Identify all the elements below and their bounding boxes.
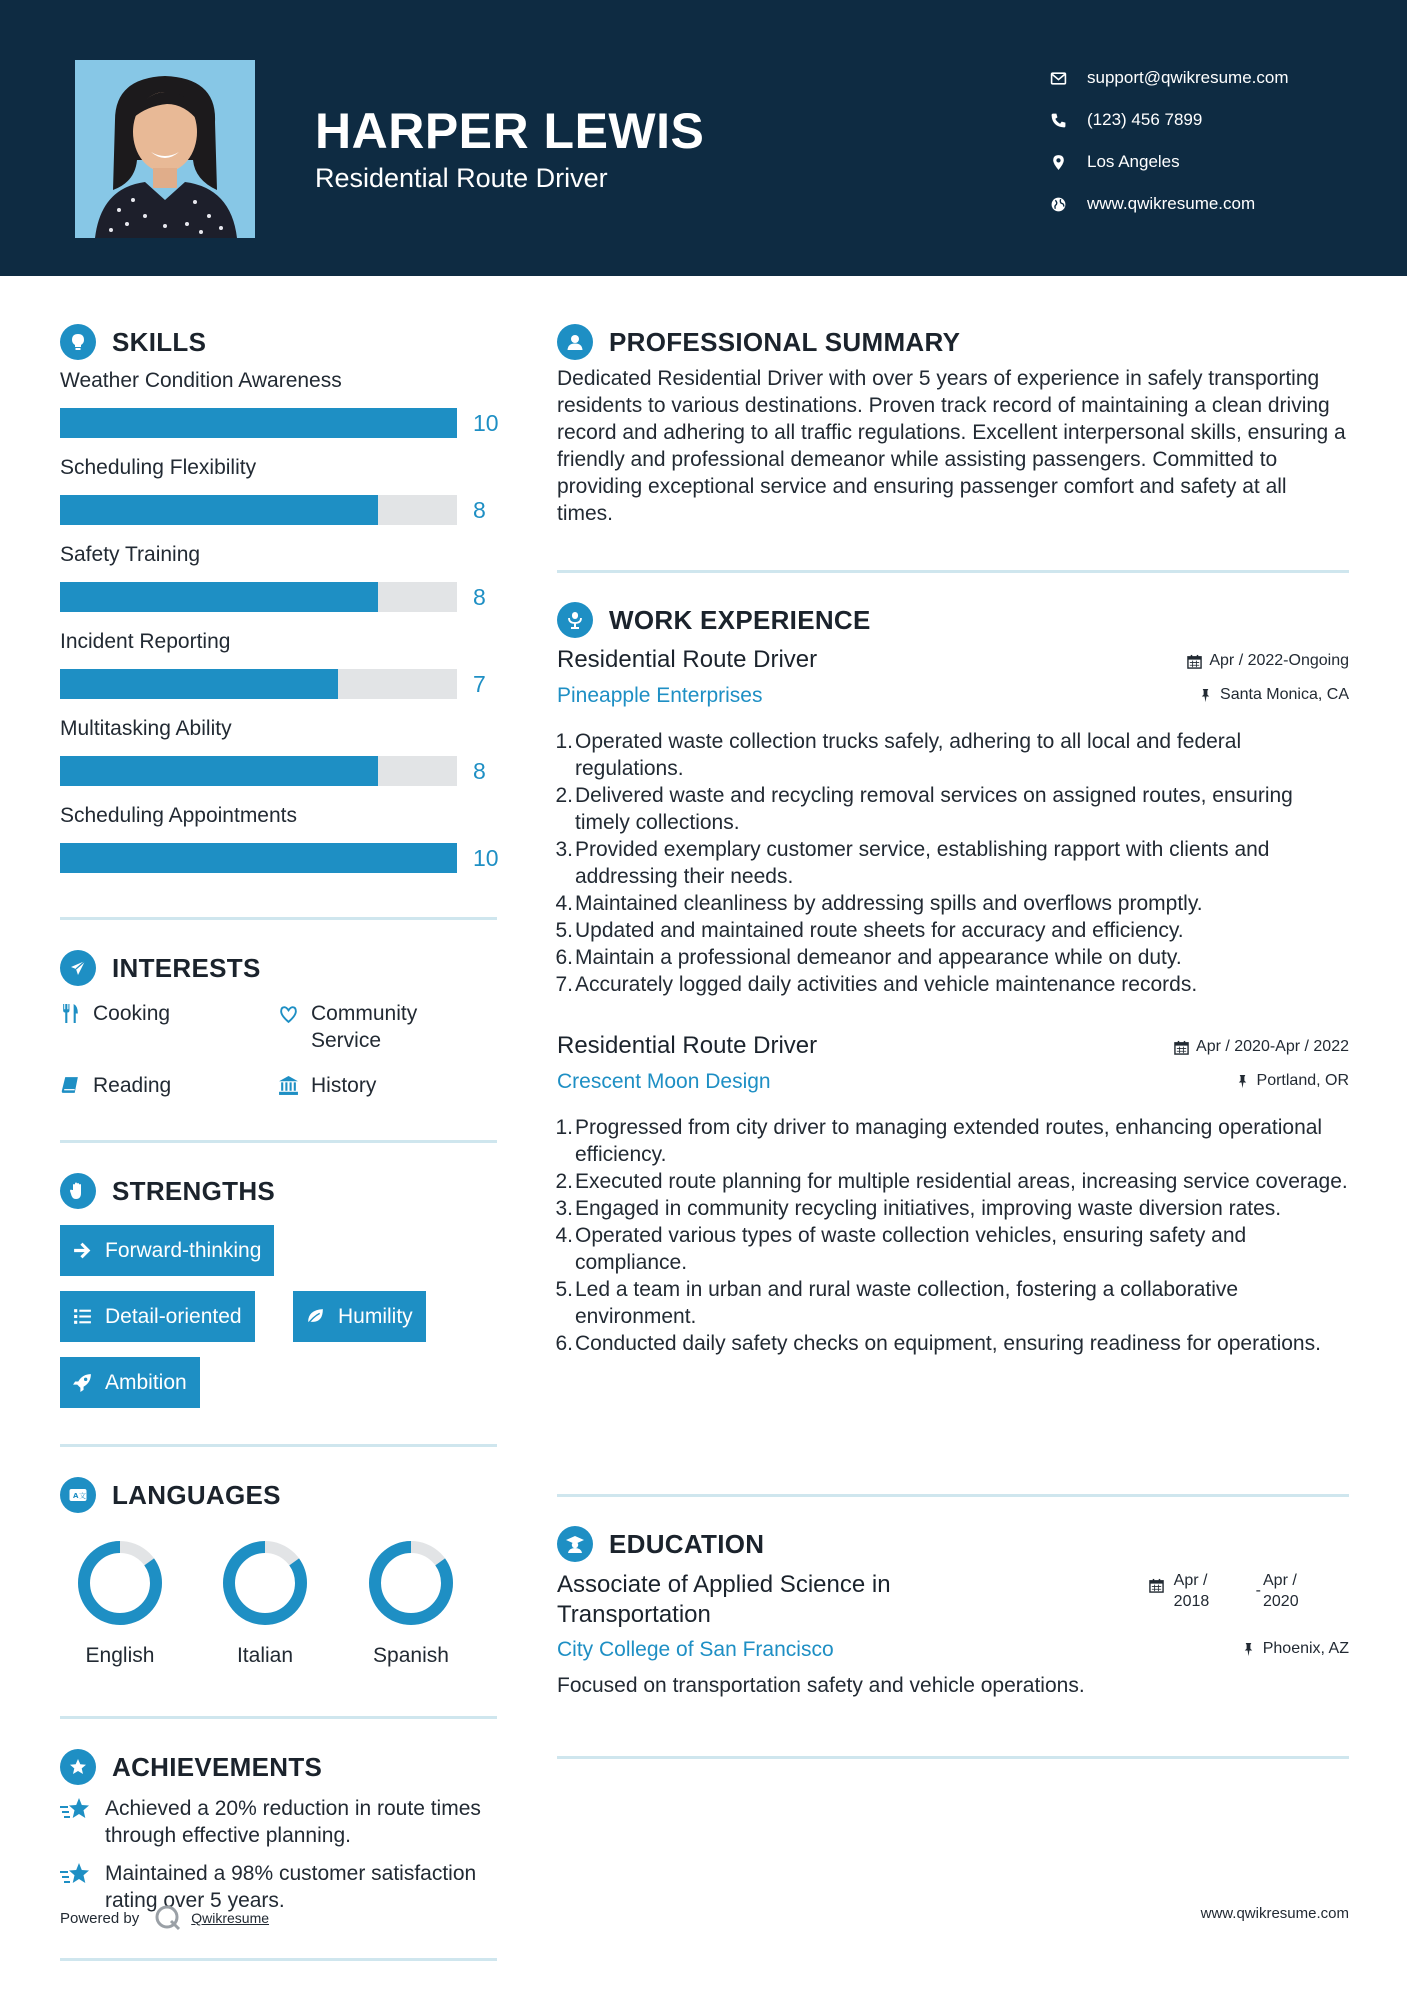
interests-section bbox=[60, 948, 500, 1130]
contact-website[interactable] bbox=[1050, 183, 1289, 225]
lightbulb-icon bbox=[60, 324, 96, 360]
interest-label: Reading bbox=[93, 1074, 172, 1097]
education-title: EDUCATION bbox=[609, 1528, 765, 1559]
skill-bar-track bbox=[60, 669, 457, 699]
language-proficiency-ring bbox=[219, 1537, 311, 1629]
job-bullet: 3. Provided exemplary customer service, establishing rapport with clients and addressing their needs. bbox=[555, 838, 1270, 888]
strength-label: Ambition bbox=[105, 1370, 187, 1394]
divider bbox=[60, 1444, 497, 1447]
interest-label: History bbox=[311, 1074, 377, 1097]
job-bullet: 4. Maintained cleanliness by addressing spills and overflows promptly. bbox=[555, 892, 1203, 915]
star-icon bbox=[60, 1797, 92, 1823]
divider bbox=[60, 917, 497, 920]
museum-icon bbox=[278, 1075, 299, 1096]
skill-item bbox=[60, 451, 500, 538]
book-icon bbox=[60, 1075, 81, 1096]
job-bullet-text: Progressed from city driver to managing extended routes, enhancing operational efficiency. bbox=[575, 1116, 1323, 1166]
contact-email-text: support@qwikresume.com bbox=[1087, 68, 1289, 87]
footer-url[interactable]: www.qwikresume.com bbox=[1200, 1905, 1349, 1922]
strengths-section bbox=[60, 1171, 500, 1411]
interest-item bbox=[278, 1072, 376, 1099]
divider bbox=[60, 1716, 497, 1719]
job-entry bbox=[557, 1032, 1349, 1357]
skill-bar-fill bbox=[60, 408, 457, 438]
pin-icon bbox=[1235, 1074, 1250, 1089]
job-bullet: 3. Engaged in community recycling initiatives, improving waste diversion rates. bbox=[555, 1197, 1282, 1220]
skill-value: 7 bbox=[473, 671, 486, 697]
strength-tag bbox=[60, 1357, 200, 1408]
star-icon bbox=[60, 1862, 92, 1888]
skill-item bbox=[60, 625, 500, 712]
job-bullet-text: Executed route planning for multiple residential areas, increasing service coverage. bbox=[575, 1170, 1348, 1193]
skill-name: Scheduling Flexibility bbox=[60, 456, 257, 479]
job-bullet-text: Maintain a professional demeanor and appearance while on duty. bbox=[575, 946, 1182, 969]
calendar-icon bbox=[1174, 1040, 1189, 1055]
job-location bbox=[1198, 686, 1349, 704]
user-icon bbox=[557, 324, 593, 360]
job-bullet: 4. Operated various types of waste collection vehicles, ensuring safety and compliance. bbox=[555, 1224, 1247, 1274]
strength-tag bbox=[293, 1291, 426, 1342]
powered-by bbox=[60, 1903, 269, 1933]
language-item bbox=[55, 1537, 185, 1668]
company-name[interactable]: Pineapple Enterprises bbox=[557, 684, 763, 707]
pin-icon bbox=[1241, 1642, 1256, 1657]
interest-item bbox=[278, 1000, 458, 1054]
svg-text:A: A bbox=[73, 1492, 79, 1500]
skill-value: 10 bbox=[473, 845, 499, 871]
languages-section bbox=[60, 1475, 500, 1675]
skill-value: 8 bbox=[473, 758, 486, 784]
briefcase-icon bbox=[557, 602, 593, 638]
divider bbox=[557, 1494, 1349, 1497]
skill-bar-track bbox=[60, 408, 457, 438]
profile-photo bbox=[75, 60, 255, 238]
skill-name: Scheduling Appointments bbox=[60, 804, 297, 827]
skill-bar-track bbox=[60, 843, 457, 873]
rocket-icon bbox=[72, 1372, 93, 1393]
achievement-text: Achieved a 20% reduction in route times through effective planning. bbox=[105, 1797, 481, 1847]
skill-item bbox=[60, 538, 500, 625]
job-location-text: Portland, OR bbox=[1256, 1072, 1349, 1089]
divider bbox=[60, 1140, 497, 1143]
experience-section bbox=[557, 600, 1349, 1357]
language-name: Italian bbox=[236, 1644, 294, 1667]
interest-label: Community Service bbox=[311, 1002, 418, 1052]
job-bullet: 2. Executed route planning for multiple residential areas, increasing service coverage. bbox=[555, 1170, 1348, 1193]
skill-bar-track bbox=[60, 495, 457, 525]
strengths-title: STRENGTHS bbox=[112, 1175, 276, 1206]
contact-location-text: Los Angeles bbox=[1087, 152, 1180, 171]
skill-value: 10 bbox=[473, 410, 499, 436]
job-title: Residential Route Driver bbox=[557, 1032, 818, 1059]
candidate-name: HARPER LEWIS bbox=[315, 103, 705, 159]
achievements-title: ACHIEVEMENTS bbox=[112, 1751, 323, 1782]
hand-icon bbox=[60, 1173, 96, 1209]
phone-icon bbox=[1050, 112, 1067, 129]
experience-title: WORK EXPERIENCE bbox=[609, 604, 871, 635]
job-bullet: 2. Delivered waste and recycling removal services on assigned routes, ensuring timely collections. bbox=[555, 784, 1293, 834]
powered-by-text: Powered by bbox=[60, 1909, 140, 1927]
company-name[interactable]: Crescent Moon Design bbox=[557, 1070, 771, 1093]
education-location bbox=[1241, 1640, 1349, 1658]
skill-value: 8 bbox=[473, 584, 486, 610]
contact-email[interactable] bbox=[1050, 57, 1289, 99]
contact-phone[interactable] bbox=[1050, 99, 1289, 141]
strength-tag bbox=[60, 1291, 255, 1342]
list-icon bbox=[72, 1306, 93, 1327]
calendar-icon bbox=[1187, 654, 1202, 669]
skill-bar-fill bbox=[60, 843, 457, 873]
leaf-icon bbox=[305, 1306, 326, 1327]
skill-name: Multitasking Ability bbox=[60, 717, 232, 740]
interest-label: Cooking bbox=[93, 1002, 171, 1025]
job-bullet-text: Updated and maintained route sheets for accuracy and efficiency. bbox=[575, 919, 1184, 942]
skill-item bbox=[60, 799, 500, 886]
job-bullets bbox=[557, 1114, 1349, 1357]
job-bullet: 7. Accurately logged daily activities and vehicle maintenance records. bbox=[555, 973, 1198, 996]
skill-bar-fill bbox=[60, 669, 338, 699]
candidate-title: Residential Route Driver bbox=[315, 163, 608, 193]
contact-list bbox=[1050, 57, 1289, 225]
skill-item bbox=[60, 364, 500, 451]
star-badge-icon bbox=[60, 1749, 96, 1785]
school-name[interactable]: City College of San Francisco bbox=[557, 1638, 834, 1661]
education-location-text: Phoenix, AZ bbox=[1262, 1640, 1349, 1657]
job-location-text: Santa Monica, CA bbox=[1220, 686, 1349, 703]
education-description: Focused on transportation safety and vehicle operations. bbox=[557, 1674, 1085, 1697]
job-bullet: 5. Updated and maintained route sheets for accuracy and efficiency. bbox=[555, 919, 1184, 942]
job-bullet-text: Accurately logged daily activities and vehicle maintenance records. bbox=[575, 973, 1198, 996]
job-dates bbox=[1174, 1038, 1349, 1056]
contact-website-text: www.qwikresume.com bbox=[1087, 194, 1256, 213]
strength-label: Forward-thinking bbox=[105, 1238, 262, 1262]
skill-name: Incident Reporting bbox=[60, 630, 231, 653]
education-dates bbox=[1149, 1570, 1307, 1612]
language-proficiency-ring bbox=[74, 1537, 166, 1629]
achievement-item bbox=[60, 1795, 500, 1849]
language-name: English bbox=[85, 1644, 155, 1667]
skills-section bbox=[60, 322, 500, 886]
strength-label: Detail-oriented bbox=[105, 1304, 242, 1328]
job-dates bbox=[1187, 652, 1349, 670]
job-bullet: 1. Operated waste collection trucks safely, adhering to all local and federal regulations. bbox=[555, 730, 1242, 780]
divider bbox=[60, 1958, 497, 1961]
summary-section bbox=[557, 322, 1347, 527]
interests-list bbox=[60, 1000, 500, 1130]
skill-name: Safety Training bbox=[60, 543, 201, 566]
utensils-icon bbox=[60, 1003, 81, 1024]
qwikresume-logo-icon bbox=[153, 1903, 183, 1933]
job-bullet-text: Operated various types of waste collection vehicles, ensuring safety and compliance. bbox=[575, 1224, 1247, 1274]
paper-plane-icon bbox=[60, 950, 96, 986]
job-title: Residential Route Driver bbox=[557, 646, 818, 673]
job-dates-text: Apr / 2022-Ongoing bbox=[1209, 652, 1349, 669]
achievement-text: Maintained a 98% customer satisfaction rating over 5 years. bbox=[105, 1862, 477, 1912]
job-bullet-text: Engaged in community recycling initiatives, improving waste diversion rates. bbox=[575, 1197, 1282, 1220]
divider bbox=[557, 570, 1349, 573]
language-icon bbox=[60, 1477, 96, 1513]
location-icon bbox=[1050, 154, 1067, 171]
language-proficiency-ring bbox=[365, 1537, 457, 1629]
interest-item bbox=[60, 1000, 170, 1027]
job-bullet-text: Maintained cleanliness by addressing spills and overflows promptly. bbox=[575, 892, 1203, 915]
degree-title: Associate of Applied Science in Transportation bbox=[557, 1571, 891, 1628]
job-bullet-text: Provided exemplary customer service, establishing rapport with clients and addressing their needs. bbox=[575, 838, 1270, 888]
strength-tag bbox=[60, 1225, 274, 1276]
job-bullet: 6. Maintain a professional demeanor and appearance while on duty. bbox=[555, 946, 1182, 969]
summary-text: Dedicated Residential Driver with over 5 years of experience in safely transporting residents to various destinations. Proven track record of maintaining a clean driving record and adhering to all traffic regulations. Excellent interpersonal skills, ensuring a friendly and professional demeanor while assisting passengers. Committed to providing exceptional service and ensuring passenger comfort and safety at all times. bbox=[557, 367, 1346, 525]
job-bullet-text: Conducted daily safety checks on equipment, ensuring readiness for operations. bbox=[575, 1332, 1321, 1355]
calendar-icon bbox=[1149, 1578, 1164, 1593]
brand-link[interactable]: Qwikresume bbox=[191, 1910, 270, 1926]
job-bullet: 1. Progressed from city driver to managing extended routes, enhancing operational efficiency. bbox=[555, 1116, 1323, 1166]
resume-header bbox=[0, 0, 1407, 276]
graduate-icon bbox=[557, 1526, 593, 1562]
hand-heart-icon bbox=[278, 1003, 299, 1024]
job-dates-text: Apr / 2020-Apr / 2022 bbox=[1196, 1038, 1349, 1055]
skill-bar-fill bbox=[60, 756, 378, 786]
svg-text:文: 文 bbox=[79, 1492, 86, 1500]
language-name: Spanish bbox=[373, 1644, 449, 1667]
contact-location bbox=[1050, 141, 1289, 183]
education-start: Apr / 2018 bbox=[1173, 1572, 1210, 1610]
job-bullet: 5. Led a team in urban and rural waste collection, fostering a collaborative environment. bbox=[555, 1278, 1239, 1328]
job-bullet: 6. Conducted daily safety checks on equipment, ensuring readiness for operations. bbox=[555, 1332, 1321, 1355]
education-section bbox=[557, 1524, 1349, 1714]
summary-title: PROFESSIONAL SUMMARY bbox=[609, 326, 961, 357]
skills-title: SKILLS bbox=[112, 326, 207, 357]
skill-name: Weather Condition Awareness bbox=[60, 369, 342, 392]
interest-item bbox=[60, 1072, 171, 1099]
achievements-section bbox=[60, 1747, 500, 1914]
strength-label: Humility bbox=[338, 1304, 413, 1328]
divider bbox=[557, 1756, 1349, 1759]
skill-bar-track bbox=[60, 582, 457, 612]
skill-bar-fill bbox=[60, 495, 378, 525]
globe-icon bbox=[1050, 196, 1067, 213]
language-item bbox=[346, 1537, 476, 1668]
job-bullet-text: Led a team in urban and rural waste collection, fostering a collaborative environment. bbox=[575, 1278, 1239, 1328]
job-entry bbox=[557, 646, 1349, 998]
skill-item bbox=[60, 712, 500, 799]
skill-value: 8 bbox=[473, 497, 486, 523]
education-date-separator: - bbox=[1255, 1582, 1261, 1599]
education-end: Apr / 2020 bbox=[1263, 1572, 1299, 1610]
email-icon bbox=[1050, 70, 1067, 87]
job-location bbox=[1235, 1072, 1349, 1090]
job-bullets bbox=[557, 728, 1349, 998]
language-item bbox=[200, 1537, 330, 1668]
job-bullet-text: Delivered waste and recycling removal services on assigned routes, ensuring timely collections. bbox=[575, 784, 1293, 834]
skill-bar-fill bbox=[60, 582, 378, 612]
contact-phone-text: (123) 456 7899 bbox=[1087, 110, 1203, 129]
languages-title: LANGUAGES bbox=[112, 1479, 281, 1510]
interests-title: INTERESTS bbox=[112, 952, 261, 983]
pin-icon bbox=[1198, 688, 1213, 703]
arrow-right-icon bbox=[72, 1240, 93, 1261]
job-bullet-text: Operated waste collection trucks safely, adhering to all local and federal regulations. bbox=[575, 730, 1242, 780]
skill-bar-track bbox=[60, 756, 457, 786]
